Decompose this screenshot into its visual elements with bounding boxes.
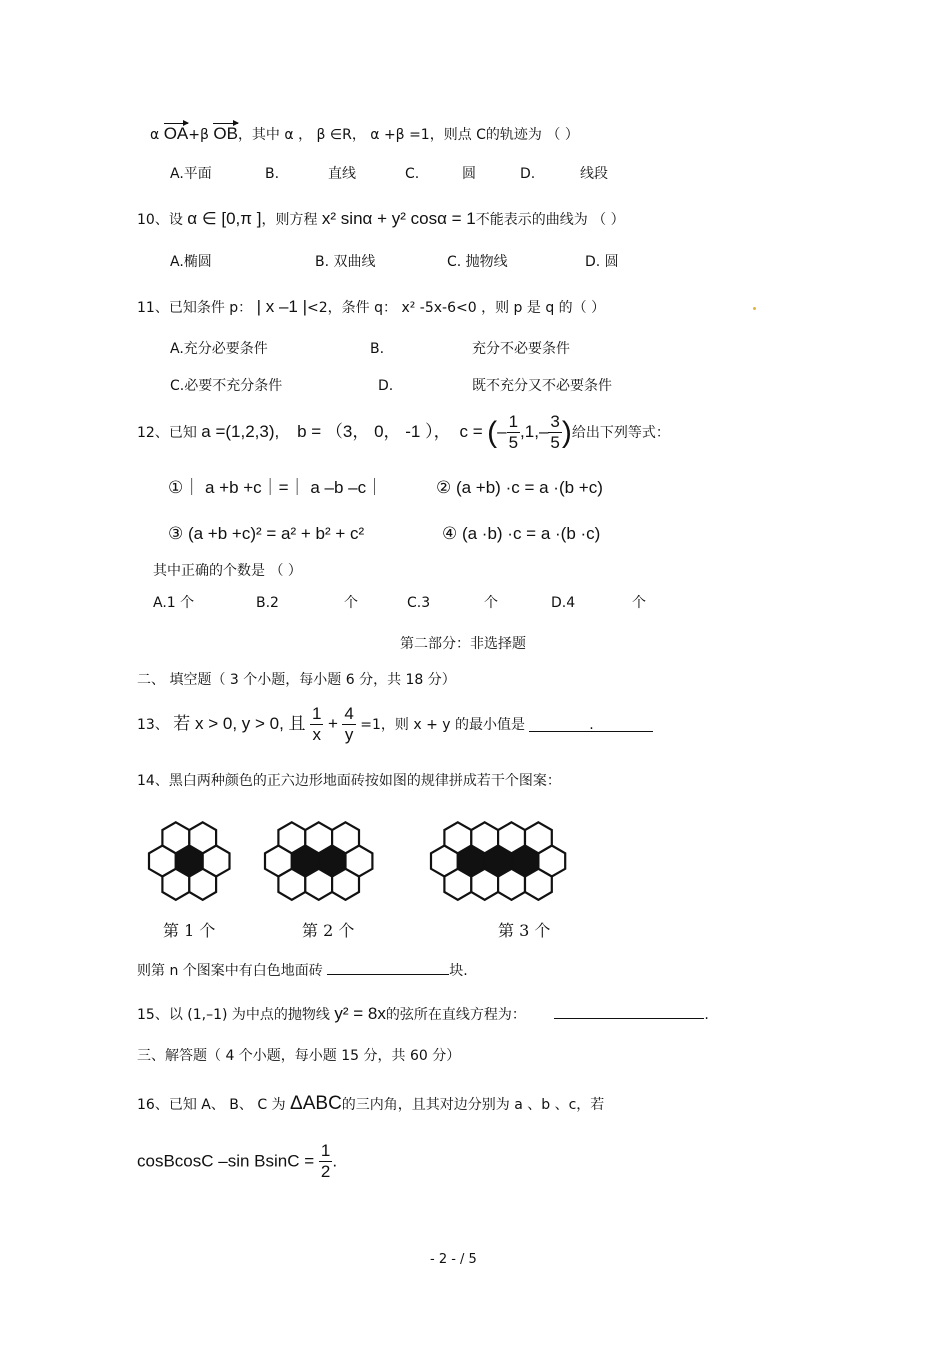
hexagon-tile-patterns — [140, 818, 620, 904]
white-hexagon-tile — [332, 822, 359, 853]
white-hexagon-tile — [162, 822, 189, 853]
q15-stem: 15、以 (1,–1) 为中点的抛物线 y² = 8x的弦所在直线方程为： . — [137, 1004, 709, 1023]
q12-equation-2: ② (a +b) ·c = a ·(b +c) — [436, 478, 603, 497]
q12-equation-3: ③ (a +b +c)² = a² + b² + c² — [168, 524, 365, 543]
q12-question: 其中正确的个数是 （ ） — [153, 563, 302, 579]
white-hexagon-tile — [278, 869, 305, 900]
section-two-heading: 二、 填空题（ 3 个小题，每小题 6 分，共 18 分） — [137, 672, 456, 688]
white-hexagon-tile — [278, 822, 305, 853]
q12-option-b-unit: 个 — [344, 595, 358, 611]
fraction-three-fifths: $\frac{3}{5}$ — [550, 412, 560, 453]
page-number: - 2 - / 5 — [430, 1252, 477, 1267]
q12-option-d-label: D.4 — [551, 595, 576, 611]
q10-option-a: A.椭圆 — [170, 254, 212, 270]
q14-answer-line: 则第 n 个图案中有白色地面砖 块. — [137, 960, 468, 980]
q9-option-d-text: 线段 — [580, 166, 608, 182]
q12-option-c-unit: 个 — [484, 595, 498, 611]
q10-equation: x² sinα + y² cosα = 1 — [321, 209, 476, 228]
q9-option-c-text: 圆 — [462, 166, 476, 182]
q14-answer-blank[interactable] — [327, 960, 449, 975]
vector-oa: OA — [163, 124, 189, 143]
white-hexagon-tile — [525, 869, 552, 900]
white-hexagon-tile — [444, 869, 471, 900]
q10-stem: 10、设 α ∈ [0,π ]，则方程 x² sinα + y² cosα = 1不能表示的曲线为 （ ） — [137, 209, 625, 228]
q11-option-c: C.必要不充分条件 — [170, 378, 283, 394]
q9-option-a: A.平面 — [170, 166, 212, 182]
vector-ob: OB — [213, 124, 238, 143]
q9-option-c-label: C. — [405, 166, 420, 182]
q12-stem: 12、已知 a =(1,2,3), b = （3， 0， -1 ）， c = (– $\frac{1}{5}$ ,1,– $\frac{3}{5}$ )给出下列等式： — [137, 412, 670, 453]
q12-option-a: A.1 个 — [153, 595, 195, 611]
fraction-one-half: $\frac{1}{2}$ — [320, 1141, 331, 1182]
pattern-caption-3: 第 3 个 — [498, 921, 551, 940]
fraction-four-over-y: $\frac{4}{y}$ — [344, 704, 354, 745]
white-hexagon-tile — [332, 869, 359, 900]
q14-stem: 14、黑白两种颜色的正六边形地面砖按如图的规律拼成若干个图案： — [137, 773, 561, 789]
white-hexagon-tile — [444, 822, 471, 853]
pattern-caption-2: 第 2 个 — [302, 921, 355, 940]
q12-option-c-label: C.3 — [407, 595, 431, 611]
q13-stem: 13、 若 x > 0, y > 0, 且 $\frac{1}{x}$ + $\frac{4}{y}$ =1，则 x + y 的最小值是 . — [137, 704, 653, 746]
q11-option-a: A.充分必要条件 — [170, 341, 268, 357]
q11-option-b-text: 充分不必要条件 — [472, 341, 570, 357]
white-hexagon-tile — [162, 869, 189, 900]
white-hexagon-tile — [471, 822, 498, 853]
white-hexagon-tile — [471, 869, 498, 900]
q9-option-b-text: 直线 — [328, 166, 356, 182]
q11-stem: 11、已知条件 p： | x –1 |<2，条件 q： x² -5x-6<0 ，则 p 是 q 的（ ） — [137, 297, 606, 316]
white-hexagon-tile — [189, 822, 216, 853]
q12-equation-4: ④ (a ·b) ·c = a ·(b ·c) — [442, 524, 601, 543]
q11-option-d-text: 既不充分又不必要条件 — [472, 378, 612, 394]
white-hexagon-tile — [305, 822, 332, 853]
white-hexagon-tile — [498, 869, 525, 900]
q9-option-b-label: B. — [265, 166, 280, 182]
q13-answer-blank[interactable]: . — [529, 717, 653, 732]
q10-option-d: D. 圆 — [585, 254, 619, 270]
q11-option-b-label: B. — [370, 341, 385, 357]
q12-option-b-label: B.2 — [256, 595, 279, 611]
q9-stem: α OA+β OB，其中 α ， β ∈R， α +β =1，则点 C的轨迹为 （ ） — [150, 124, 579, 143]
pattern-caption-1: 第 1 个 — [163, 921, 216, 940]
q9-option-d-label: D. — [520, 166, 536, 182]
q11-option-d-label: D. — [378, 378, 394, 394]
q15-answer-blank[interactable] — [554, 1004, 704, 1019]
q10-option-c: C. 抛物线 — [447, 254, 508, 270]
q16-stem: 16、已知 A、 B、 C 为 ΔABC的三内角，且其对边分别为 a 、b 、c，若 — [137, 1093, 605, 1114]
white-hexagon-tile — [525, 822, 552, 853]
q16-condition: cosBcosC –sin BsinC = $\frac{1}{2}$ . — [137, 1141, 338, 1182]
white-hexagon-tile — [305, 869, 332, 900]
q10-option-b: B. 双曲线 — [315, 254, 376, 270]
fraction-one-over-x: $\frac{1}{x}$ — [312, 704, 322, 745]
stray-dot — [753, 307, 756, 310]
q12-equation-1: ①｜ a +b +c｜=｜ a –b –c｜ — [168, 478, 384, 497]
part-two-heading: 第二部分：非选择题 — [400, 636, 526, 652]
white-hexagon-tile — [189, 869, 216, 900]
fraction-one-fifth: $\frac{1}{5}$ — [508, 412, 519, 453]
q12-option-d-unit: 个 — [632, 595, 646, 611]
section-three-heading: 三、解答题（ 4 个小题，每小题 15 分，共 60 分） — [137, 1048, 461, 1064]
white-hexagon-tile — [498, 822, 525, 853]
